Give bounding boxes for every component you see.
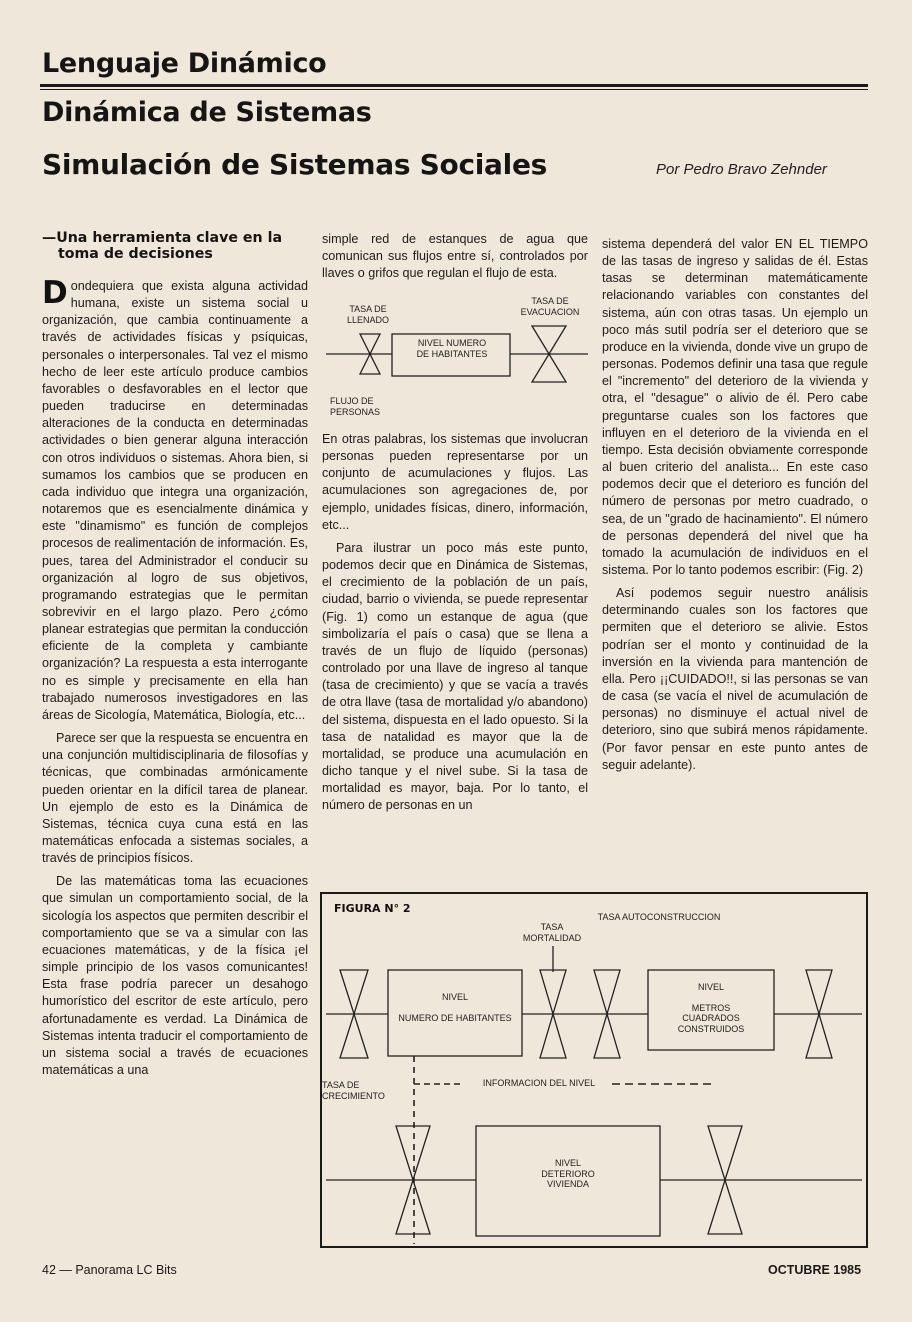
fig1-label-nivel: NIVEL NUMERO DE HABITANTES	[416, 338, 488, 359]
fig2-label-nivel-metros	[670, 982, 752, 1034]
paragraph	[42, 275, 308, 724]
label-line: NUMERO DE HABITANTES	[398, 1012, 512, 1023]
fig1-label-tasa-llenado: TASA DE LLENADO	[346, 304, 390, 325]
label-line: NIVEL	[441, 992, 468, 1002]
figure-2	[320, 892, 868, 1248]
fig2-label-tasa-autoconstruccion: TASA AUTOCONSTRUCCION	[597, 912, 721, 922]
figure-1	[322, 296, 592, 424]
header-rule-bottom	[40, 89, 868, 90]
fig2-label-tasa-mortalidad: TASA MORTALIDAD	[522, 922, 582, 943]
fig2-label-tasa-crecimiento: TASA DE CRECIMIENTO	[322, 1080, 385, 1101]
paragraph: Parece ser que la respuesta se encuentra en una conjunción multidisciplinaria de filosofías y técnicas, que combinadas armónicamente pueden orientar en la difícil tarea de planear. Un ejemplo de esto es la Dinámica de Sistemas, técnica cuya cuna está en las matemáticas enfocada a sistemas sociales, a través de principios físicos.	[42, 731, 308, 866]
fig2-label-nivel-habitantes	[392, 992, 518, 1023]
column-1	[42, 230, 308, 1079]
label-line: METROS CUADRADOS CONSTRUIDOS	[677, 1002, 745, 1034]
paragraph: En otras palabras, los sistemas que involucran personas pueden representarse por un conjunto de acumulaciones y flujos. Las acumulaciones son agregaciones de, por ejemplo, unidades físicas, dinero, información, etc...	[322, 432, 588, 532]
paragraph: Para ilustrar un poco más este punto, podemos decir que en Dinámica de Sistemas, el crecimiento de la población de un país, ciudad, barrio o vivienda, se puede representar (Fig. 1) como un estanque de agua (que simbolizaría el país o casa) que se llena a través de un flujo de líquido (personas) controlado por una llave de ingreso al tanque (tasa de crecimiento) y que se vacía a través de otra llave (tasa de mortalidad y/o abandono) del sistema, dispuesta en el lado opuesto. Si la tasa de natalidad es mayor que la de mortalidad, se produce una acumulación en dicho tanque y el nivel sube. Si la tasa de mortalidad es mayor, baja. Por lo tanto, el número de personas en un	[322, 540, 588, 813]
article-title: Dinámica de Sistemas	[42, 97, 372, 128]
column-2-continued	[322, 431, 588, 814]
drop-cap: D	[42, 275, 68, 311]
label-line: NIVEL	[554, 1158, 581, 1168]
paragraph: De las matemáticas toma las ecuaciones que simulan un comportamiento social, de la sicología los aspectos que permiten describir el comportamiento que se va a simular con las ecuaciones matemáticas, y de la física ¡el simple principio de los vasos comunicantes! Esta frase podría parecer un desahogo humorístico del escritor de este artículo, pero afortunadamente es verdad. La Dinámica de Sistemas intenta traducir el comportamiento de un sistema social a través de ecuaciones matemáticas a una	[42, 874, 308, 1078]
fig2-diagram	[322, 894, 866, 1246]
page-footer-left: 42 — Panorama LC Bits	[42, 1263, 177, 1277]
paragraph: Así podemos seguir nuestro análisis determinando cuales son los factores que permiten que el deterioro se alivie. Estos podrían ser el monto y continuidad de la inversión en la vivienda para mantención de ella. Pero ¡¡CUIDADO!!, si las personas se van de casa (se vacía el nivel de acumulación de personas) no disminuye el actual nivel de deterioro, sino que subirá menos rápidamente. (Por favor pensar en este punto antes de seguir adelante).	[602, 586, 868, 772]
subheading: —Una herramienta clave en la toma de decisiones	[42, 230, 283, 262]
paragraph-text: ondequiera que exista alguna actividad humana, existe un sistema social u organización, que cambia continuamente a través de actividades físicas y psíquicas, personales o interpersonales. Tal vez el mismo hecho de leer este artículo produce cambios favorables o desfavorables en el lector que pueden traducirse en determinadas alteraciones de la conducta en determinadas actividades o bien generar alguna interacción con otros individuos o sistemas. Ahora bien, si sumamos los cambios que se producen en cada individuo que integra una organización, notaremos que es esencialmente dinámica y este "dinamismo" es función de complejos procesos de realimentación de información. Es, pues, tarea del Administrador el conducir su organización al logro de sus objetivos, programando estrategias que le permitan sobrevivir en el largo plazo. Pero ¿cómo planear estrategias que permitan la conducción eficiente de la completa y cambiante organización? La respuesta a esta interrogante no es simple y precisamente en ella han trabajado numerosos investigadores en las áreas de Sicología, Matemática, Biología, etc...	[42, 279, 308, 722]
column-3	[602, 236, 868, 774]
article-subtitle: Simulación de Sistemas Sociales	[42, 148, 547, 181]
byline: Por Pedro Bravo Zehnder	[656, 161, 827, 178]
fig2-label-informacion: INFORMACION DEL NIVEL	[482, 1078, 596, 1088]
fig1-label-flujo: FLUJO DE PERSONAS	[330, 396, 381, 417]
section-title: Lenguaje Dinámico	[42, 48, 327, 79]
header-rule-top	[40, 84, 868, 87]
fig2-title: FIGURA N° 2	[334, 902, 411, 915]
paragraph: sistema dependerá del valor EN EL TIEMPO de las tasas de ingreso y salidas de él. Estas tasas se determinan matemáticamente relacionando variables con constantes del sistema, aún con otras tasas. Un ejemplo un poco más sutil podría ser el deterioro que se produce en la vivienda, donde vive un grupo de personas. Podemos definir una tasa que regule el "incremento" del deterioro de la vivienda y otra, el "desague" o alivio de él. Pero cabe preguntarse cuales son los factores que influyen en el deterioro de la vivienda en el tiempo. Esta decisión obviamente corresponde al buen criterio del analista... En este caso podemos decir que el deterioro es función del número de personas por metro cuadrado, o sea, de un "grado de hacinamiento". El número de personas dependerá del nivel que ha tomado la acumulación de individuos en el sistema. Por lo tanto podemos escribir: (Fig. 2)	[602, 237, 868, 577]
paragraph: simple red de estanques de agua que comunican sus flujos entre sí, controlados por llaves o grifos que regulan el flujo de esta.	[322, 232, 588, 281]
label-line: NIVEL	[697, 982, 724, 992]
page-footer-right: OCTUBRE 1985	[768, 1263, 862, 1277]
fig1-label-tasa-evacuacion: TASA DE EVACUACION	[520, 296, 580, 317]
fig2-label-nivel-deterioro	[526, 1158, 610, 1190]
label-line: DETERIORO VIVIENDA	[541, 1168, 595, 1189]
column-2	[322, 231, 588, 282]
